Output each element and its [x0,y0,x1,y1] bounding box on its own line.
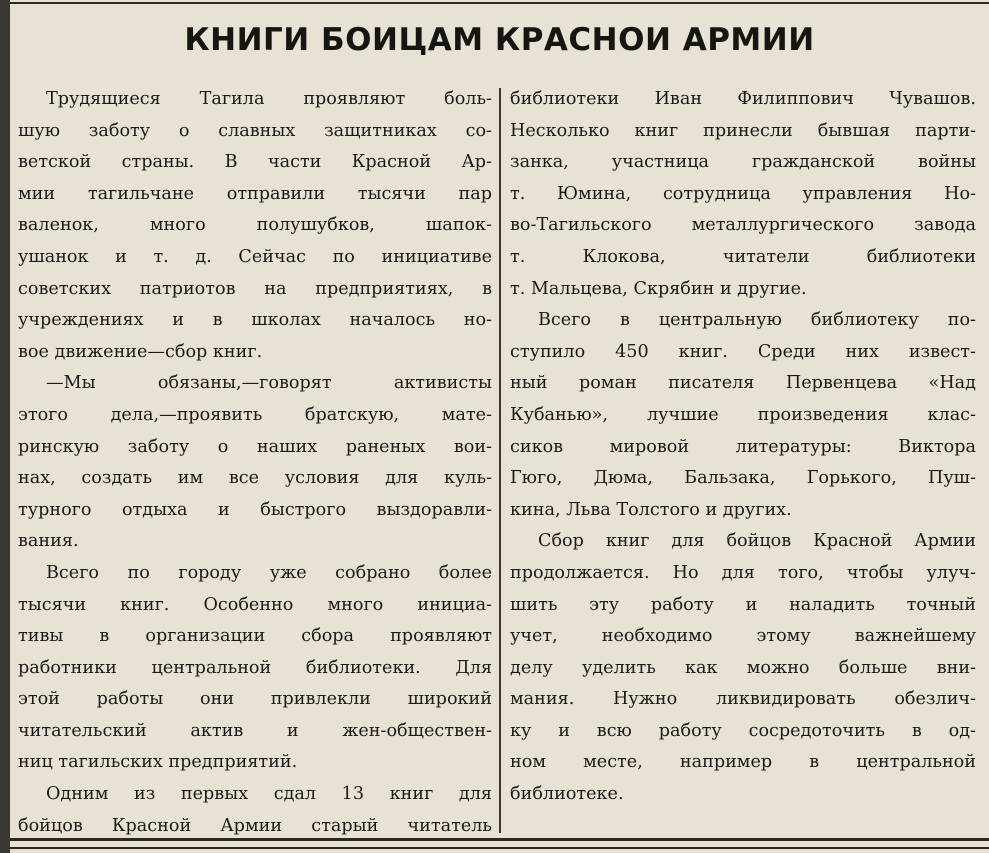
text-line: ринскую заботу о наших раненых вои- [18,436,492,457]
top-rule [10,2,989,4]
left-column [18,84,492,842]
text-line: т. Мальцева, Скрябин и другие. [510,278,807,299]
text-line: делу уделить как можно больше вни- [510,657,976,678]
bottom-rule-thin [10,847,989,849]
text-line: кина, Льва Толстого и других. [510,499,792,520]
text-line: Сбор книг для бойцов Красной Армии [538,531,976,552]
text-line: этого дела,—проявить братскую, мате- [18,404,492,425]
text-line: т. Юмина, сотрудница управления Но- [510,183,976,204]
text-line: тысячи книг. Особенно много инициа- [18,594,492,615]
text-line: —Мы обязаны,—говорят активисты [46,373,492,394]
text-line: работники центральной библиотеки. Для [18,657,492,678]
text-line: вания. [18,531,79,552]
text-line: учреждениях и в школах началось но- [18,310,492,331]
text-line: шить эту работу и наладить точный [510,594,976,615]
text-line: ный роман писателя Первенцева «Над [510,373,976,394]
text-line: турного отдыха и быстрого выздоравли- [18,499,492,520]
text-line: во-Тагильского металлургического завода [510,215,976,236]
text-line: ступило 450 книг. Среди них извест- [510,341,976,362]
text-line: ку и всю работу сосредоточить в од- [510,720,976,741]
text-line: Одним из первых сдал 13 книг для [46,784,492,805]
text-line: советских патриотов на предприятиях, в [18,278,492,299]
text-line: ном месте, например в центральной [510,752,976,773]
right-column [510,84,976,811]
text-line: Гюго, Дюма, Бальзака, Горького, Пуш- [510,468,976,489]
text-line: валенок, много полушубков, шапок- [18,215,492,236]
text-line: мии тагильчане отправили тысячи пар [18,183,492,204]
text-line: занка, участница гражданской войны [510,152,976,173]
text-line: тивы в организации сбора проявляют [18,626,492,647]
text-line: мания. Нужно ликвидировать обезлич- [510,689,976,710]
text-line: учет, необходимо этому важнейшему [510,626,976,647]
text-line: Несколько книг принесли бывшая парти- [510,120,976,141]
text-line: бойцов Красной Армии старый читатель [18,815,492,836]
text-line: нах, создать им все условия для куль- [18,468,492,489]
text-line: Всего в центральную библиотеку по- [538,310,976,331]
text-line: Всего по городу уже собрано более [46,562,492,583]
newspaper-clipping [10,0,989,853]
text-line: Кубанью», лучшие произведения клас- [510,404,976,425]
text-line: ушанок и т. д. Сейчас по инициативе [18,246,492,267]
article-headline: КНИГИ БОИЦАМ КРАСНОИ АРМИИ [184,22,815,58]
text-line: вое движение—сбор книг. [18,341,263,362]
column-divider [499,88,501,833]
text-line: шую заботу о славных защитниках со- [18,120,492,141]
bottom-rule [10,838,989,841]
text-line: сиков мировой литературы: Виктора [510,436,976,457]
text-line: т. Клокова, читатели библиотеки [510,246,976,267]
text-line: продолжается. Но для того, чтобы улуч- [510,562,976,583]
text-line: библиотеки Иван Филиппович Чувашов. [510,89,976,109]
text-line: этой работы они привлекли широкий [18,689,492,710]
text-line: ниц тагильских предприятий. [18,752,298,773]
text-line: Трудящиеся Тагила проявляют боль- [46,89,492,109]
text-line: ветской страны. В части Красной Ар- [18,152,492,173]
text-line: читательский актив и жен-обществен- [18,720,492,741]
text-line: библиотеке. [510,784,624,805]
